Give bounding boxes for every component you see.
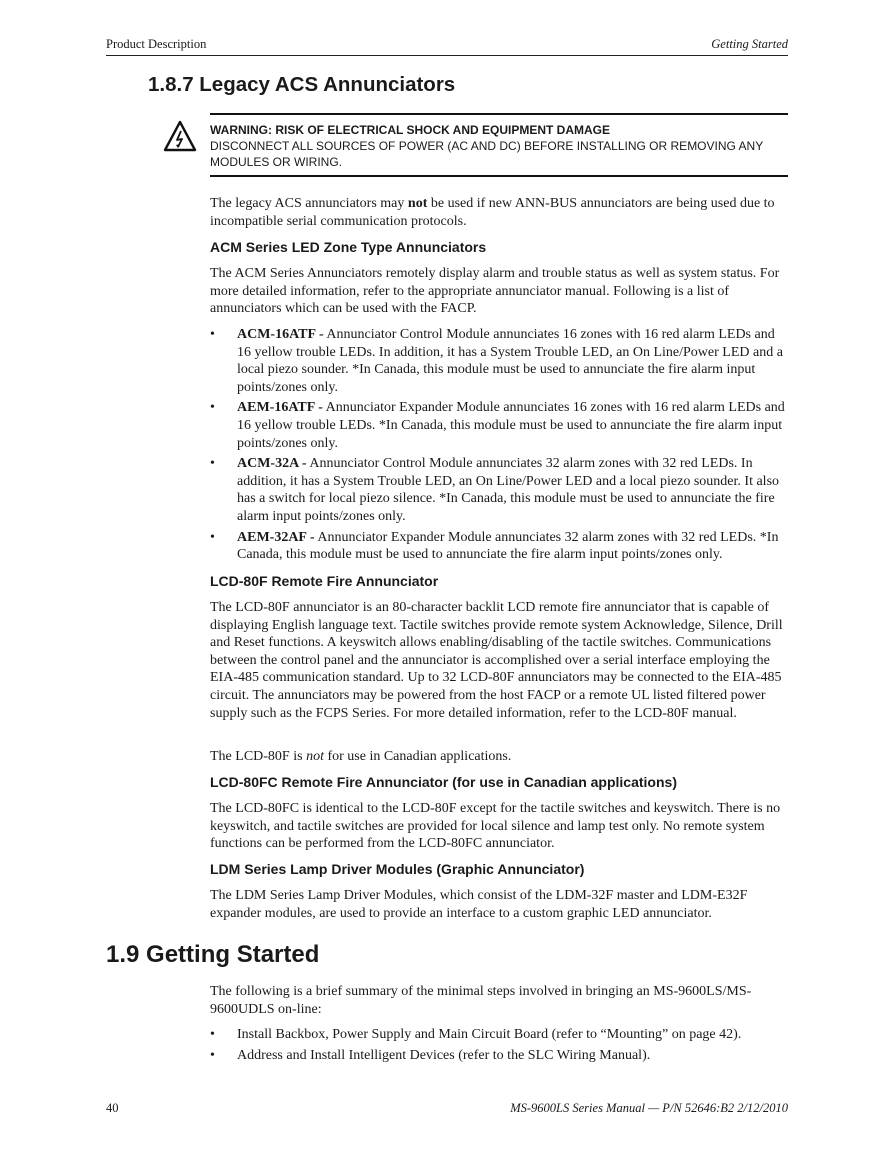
header-section-name: Product Description xyxy=(106,37,207,51)
list-item: • Address and Install Intelligent Devices (refer to the SLC Wiring Manual). xyxy=(210,1047,651,1063)
section-title-1-8-7: 1.8.7 Legacy ACS Annunciators xyxy=(148,73,456,96)
section-title-1-9: 1.9 Getting Started xyxy=(106,941,320,968)
acm-series-text: The ACM Series Annunciators remotely display alarm and trouble status as well as system status. For more detailed information, refer to the appropriate annunciator manual. Following is a list of annunciators which can be used with the FACP. xyxy=(210,266,780,317)
intro-text-end: be used if new ANN-BUS annunciators are being used due to incompatible serial communication protocols. xyxy=(210,196,775,229)
ldm-series-text: The LDM Series Lamp Driver Modules, which consist of the LDM-32F master and LDM-E32F expander modules, are used to provide an interface to a custom graphic LED annunciator. xyxy=(210,888,748,921)
lcd-80f-text: The LCD-80F annunciator is an 80-character backlit LCD remote fire annunciator that is capable of displaying English language text. Tactile switches provide remote system Acknowledge, Silence, Drill and Reset functions. A keyswitch allows enabling/disabling of the tactile switches. Communications between the control panel and the annunciator is accomplished over a serial interface employing the EIA-485 communication standard. Up to 32 LCD-80F annunciators may be connected to the EIA-485 circuit. The annunciators may be powered from the host FACP or a remote UL listed filtered power supply such as the FCPS Series. For more detailed information, refer to the LCD-80F manual. xyxy=(210,600,783,721)
module-name: AEM-16ATF - xyxy=(237,400,323,416)
getting-started-steps xyxy=(210,1026,788,1064)
acm-module-list xyxy=(210,326,788,564)
lcd-80fc-text: The LCD-80FC is identical to the LCD-80F except for the tactile switches and keyswitch. There is no keyswitch, and tactile switches are provided for local silence and lamp test only. No remote system functions can be performed from the LCD-80FC annunciator. xyxy=(210,801,781,852)
acm-series-heading: ACM Series LED Zone Type Annunciators xyxy=(210,239,487,255)
warning-box xyxy=(210,113,788,177)
module-description: Annunciator Expander Module annunciates 16 zones with 16 red alarm LEDs and 16 yellow trouble LEDs. *In Canada, this module must be used to annunciate the fire alarm input points/zones only. xyxy=(237,400,785,451)
lcd-80fc-heading: LCD-80FC Remote Fire Annunciator (for use in Canadian applications) xyxy=(210,774,677,790)
module-name: AEM-32AF - xyxy=(237,529,315,545)
lcd-80f-paragraph xyxy=(210,599,788,722)
note-text-end: for use in Canadian applications. xyxy=(323,749,512,764)
warning-title: WARNING: RISK OF ELECTRICAL SHOCK AND EQUIPMENT DAMAGE xyxy=(210,123,611,137)
warning-body: DISCONNECT ALL SOURCES OF POWER (AC AND DC) BEFORE INSTALLING OR REMOVING ANY MODULES OR WIRING. xyxy=(210,139,763,169)
module-description: Annunciator Control Module annunciates 16 zones with 16 red alarm LEDs and 16 yellow trouble LEDs. In addition, it has a System Trouble LED, an On Line/Power LED and a local piezo sounder. *In Canada, this module must be used to annunciate the fire alarm input points/zones only. xyxy=(237,327,783,395)
page-number: 40 xyxy=(106,1101,119,1115)
note-text-start: The LCD-80F is xyxy=(210,749,307,764)
list-item: • AEM-32AF - Annunciator Expander Module annunciates 32 alarm zones with 32 red LEDs. *In Canada, this module must be used to annunciate the fire alarm input points/zones only. xyxy=(210,529,779,563)
lcd-80f-heading: LCD-80F Remote Fire Annunciator xyxy=(210,573,439,589)
manual-title: MS-9600LS Series Manual — P/N 52646:B2 2/12/2010 xyxy=(510,1101,788,1115)
list-item: • ACM-32A - Annunciator Control Module annunciates 32 alarm zones with 32 red LEDs. In addition, it has a System Trouble LED, an On Line/Power LED and a local piezo sounder. It also has a switch for local piezo silence. *In Canada, this module must be used to annunciate the fire alarm input points/zones only. xyxy=(210,456,780,524)
getting-started-intro xyxy=(210,983,788,1018)
module-name: ACM-16ATF - xyxy=(237,327,324,342)
acm-series-paragraph xyxy=(210,265,788,318)
ldm-series-paragraph xyxy=(210,887,788,922)
module-name: ACM-32A - xyxy=(237,456,307,472)
ldm-series-heading: LDM Series Lamp Driver Modules (Graphic Annunciator) xyxy=(210,861,585,877)
step-text: Address and Install Intelligent Devices (refer to the SLC Wiring Manual). xyxy=(237,1047,651,1063)
step-text: Install Backbox, Power Supply and Main Circuit Board (refer to “Mounting” on page 42). xyxy=(237,1027,742,1042)
lcd-80f-canada-note xyxy=(210,748,788,766)
intro-text-start: The legacy ACS annunciators may xyxy=(210,196,408,211)
module-description: Annunciator Control Module annunciates 32 alarm zones with 32 red LEDs. In addition, it has a System Trouble LED, an On Line/Power LED and a local piezo sounder. It also has a switch for local piezo silence. *In Canada, this module must be used to annunciate the fire alarm input points/zones only. xyxy=(237,456,780,524)
running-header xyxy=(106,37,788,56)
lcd-80fc-paragraph xyxy=(210,800,788,853)
list-item: • Install Backbox, Power Supply and Main Circuit Board (refer to “Mounting” on page 42). xyxy=(210,1027,742,1042)
electrical-shock-warning-icon xyxy=(163,120,197,152)
getting-started-text: The following is a brief summary of the minimal steps involved in bringing an MS-9600LS/MS-9600UDLS on-line: xyxy=(210,984,752,1017)
module-description: Annunciator Expander Module annunciates 32 alarm zones with 32 red LEDs. *In Canada, this module must be used to annunciate the fire alarm input points/zones only. xyxy=(237,529,779,563)
list-item: • AEM-16ATF - Annunciator Expander Module annunciates 16 zones with 16 red alarm LEDs and 16 yellow trouble LEDs. *In Canada, this module must be used to annunciate the fire alarm input points/zones only. xyxy=(210,400,785,451)
list-item: • ACM-16ATF - Annunciator Control Module annunciates 16 zones with 16 red alarm LEDs and 16 yellow trouble LEDs. In addition, it has a System Trouble LED, an On Line/Power LED and a local piezo sounder. *In Canada, this module must be used to annunciate the fire alarm input points/zones only. xyxy=(210,327,783,395)
intro-emphasis: not xyxy=(407,196,428,211)
header-chapter-name: Getting Started xyxy=(711,37,788,51)
legacy-intro-paragraph xyxy=(210,195,788,230)
note-emphasis: not xyxy=(306,749,324,764)
